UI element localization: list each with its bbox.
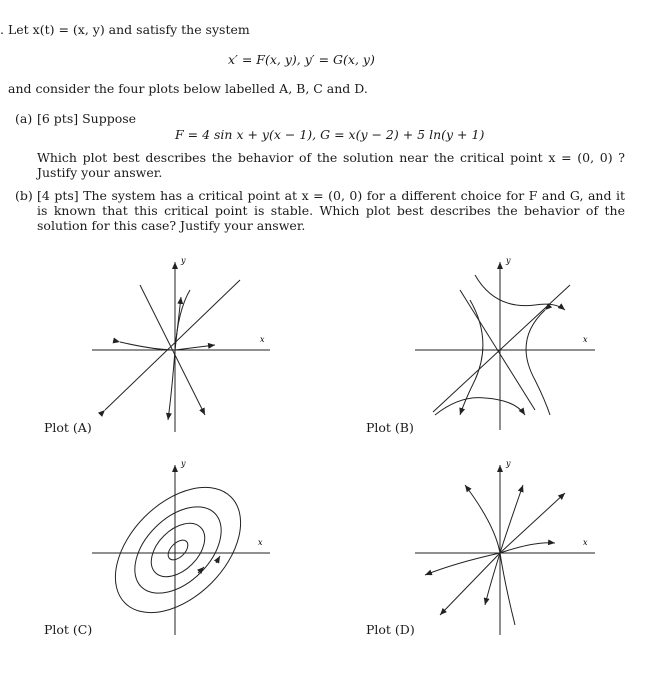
- system-equations: x′ = F(x, y), y′ = G(x, y): [228, 52, 375, 67]
- part-b-text: [4 pts] The system has a critical point at x = (0, 0) for a different choice for F and G, and it is known that this critical point is stable. Which plot best describes the behavior of the solution for this case? Justify your answer.: [37, 188, 625, 233]
- orbit-arrow: [216, 556, 220, 563]
- closed-orbit: [119, 491, 238, 610]
- plot-c-caption: Plot (C): [44, 622, 93, 637]
- y-axis-label: y: [506, 459, 511, 468]
- trajectory: [526, 310, 550, 415]
- trajectory: [168, 350, 175, 420]
- x-axis-label: x: [258, 538, 263, 547]
- plot-d-caption: Plot (D): [366, 622, 415, 637]
- x-axis-label: x: [583, 335, 588, 344]
- trajectory: [500, 543, 555, 553]
- plot-b-caption: Plot (B): [366, 420, 414, 435]
- closed-orbit: [165, 537, 192, 564]
- part-a-label: (a): [15, 111, 33, 126]
- y-axis-label: y: [181, 256, 186, 265]
- plot-c: [80, 455, 280, 640]
- part-a-points: [6 pts] Suppose: [37, 111, 137, 126]
- y-axis-label: y: [506, 256, 511, 265]
- trajectory: [120, 342, 175, 350]
- trajectory: [435, 398, 525, 415]
- part-a-equations: F = 4 sin x + y(x − 1), G = x(y − 2) + 5 ln(y + 1): [175, 127, 485, 142]
- part-b-label: (b): [15, 188, 33, 203]
- plot-a: [80, 250, 280, 435]
- trajectory: [175, 297, 181, 350]
- y-axis-label: y: [181, 459, 186, 468]
- trajectory: [175, 345, 215, 350]
- trajectory: [475, 275, 565, 310]
- x-axis-label: x: [260, 335, 265, 344]
- plot-d: [405, 455, 605, 640]
- plot-b: [405, 250, 605, 435]
- trajectory: [105, 280, 240, 410]
- part-a-question: Which plot best describes the behavior of the solution near the critical point x = (0, 0) ? Justify your answer.: [37, 150, 625, 180]
- closed-orbit: [141, 513, 215, 587]
- closed-orbit: [92, 464, 265, 637]
- trajectory: [465, 485, 500, 553]
- trajectory: [500, 553, 515, 625]
- plots-intro: and consider the four plots below labelled A, B, C and D.: [8, 81, 368, 96]
- problem-intro: . Let x(t) = (x, y) and satisfy the system: [0, 22, 250, 37]
- x-axis-label: x: [583, 538, 588, 547]
- plot-a-caption: Plot (A): [44, 420, 92, 435]
